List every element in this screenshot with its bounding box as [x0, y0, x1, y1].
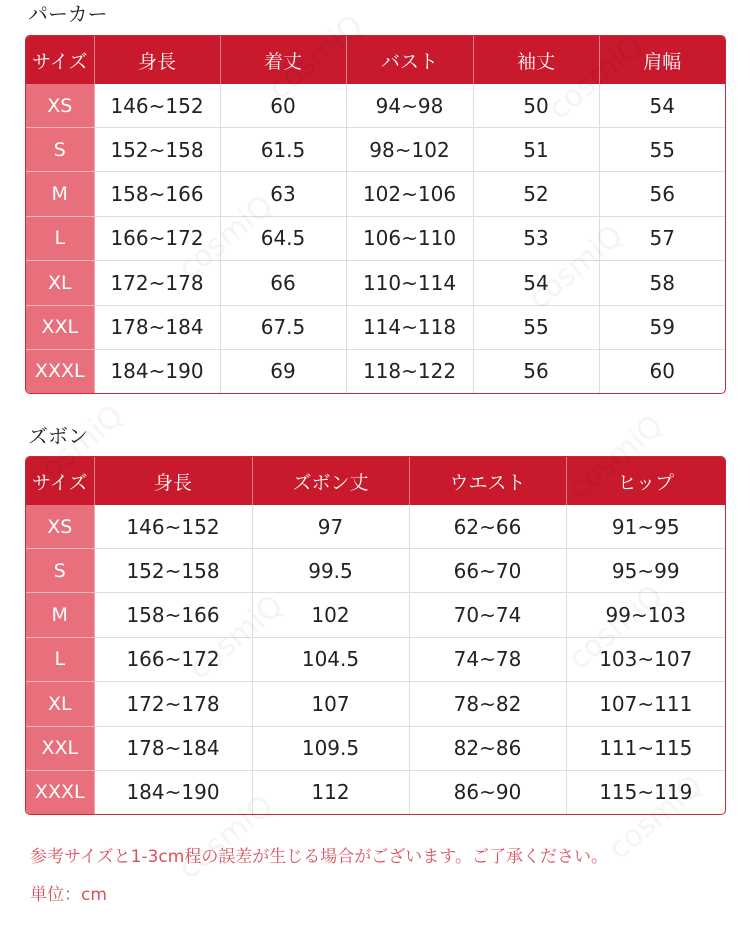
table-cell: 106~110 — [346, 216, 473, 260]
header-waist: ウエスト — [409, 457, 566, 505]
size-cell: XXL — [26, 305, 94, 349]
table-cell: 99~103 — [566, 593, 725, 637]
table-cell: 56 — [473, 349, 599, 393]
table-cell: 99.5 — [252, 549, 409, 593]
table-row — [26, 84, 725, 128]
table-cell: 60 — [220, 84, 346, 128]
table-cell: 146~152 — [94, 84, 220, 128]
table-cell: 59 — [599, 305, 725, 349]
header-sleeve: 袖丈 — [473, 36, 599, 84]
table-cell: 146~152 — [94, 505, 252, 549]
table-cell: 60 — [649, 359, 675, 384]
table-row — [26, 505, 725, 549]
table-row — [26, 682, 725, 726]
table-cell: 158~166 — [94, 172, 220, 216]
table-cell: 109.5 — [252, 726, 409, 770]
size-cell: XL — [26, 682, 94, 726]
table-cell: 50 — [473, 84, 599, 128]
size-cell: XL — [26, 261, 94, 305]
header-height: 身長 — [94, 457, 252, 505]
header-bust: バスト — [346, 36, 473, 84]
table-cell: 107~111 — [566, 682, 725, 726]
table-cell: 98~102 — [346, 128, 473, 172]
reference-note: 参考サイズと1-3cm程の誤差が生じる場合がございます。ご了承ください。 — [30, 847, 608, 867]
size-cell: XS — [26, 84, 94, 128]
table-cell: 178~184 — [94, 305, 220, 349]
size-cell: S — [26, 549, 94, 593]
table-cell: 53 — [473, 216, 599, 260]
table-row — [26, 261, 725, 305]
header-shoulder: 肩幅 — [599, 36, 725, 84]
table-cell: 103~107 — [566, 637, 725, 681]
table-cell: 112 — [252, 770, 409, 814]
table-cell: 184~190 — [94, 770, 252, 814]
table-cell: 102~106 — [346, 172, 473, 216]
table-cell: 178~184 — [94, 726, 252, 770]
table-cell: 152~158 — [94, 549, 252, 593]
pants-size-table — [25, 456, 726, 815]
header-pants-length: ズボン丈 — [252, 457, 409, 505]
table-header-row — [26, 36, 725, 84]
table-row — [26, 593, 725, 637]
table-row — [26, 305, 725, 349]
size-cell: XXL — [26, 726, 94, 770]
table-cell: 58 — [599, 261, 725, 305]
table-cell: 56 — [599, 172, 725, 216]
size-cell: XS — [26, 505, 94, 549]
table-cell: 158~166 — [94, 593, 252, 637]
table-cell: 63 — [220, 172, 346, 216]
table-cell: 69 — [220, 349, 346, 393]
table-cell: 67.5 — [220, 305, 346, 349]
table-cell: 66 — [220, 261, 346, 305]
table-cell: 107 — [252, 682, 409, 726]
table-cell: 166~172 — [94, 216, 220, 260]
table-cell: 114~118 — [346, 305, 473, 349]
table-cell: 54 — [473, 261, 599, 305]
table-cell: 51 — [473, 128, 599, 172]
table-cell: 94~98 — [346, 84, 473, 128]
table-cell: 104.5 — [252, 637, 409, 681]
table-row — [26, 349, 725, 393]
table-cell: 86~90 — [409, 770, 566, 814]
size-cell: XXXL — [26, 770, 94, 814]
table-row — [26, 549, 725, 593]
table-cell: 111~115 — [566, 726, 725, 770]
header-length: 着丈 — [220, 36, 346, 84]
header-size: サイズ — [26, 457, 94, 505]
table-cell: 102 — [252, 593, 409, 637]
table-cell: 55 — [473, 305, 599, 349]
parka-size-table — [25, 35, 726, 394]
table-cell: 91~95 — [566, 505, 725, 549]
table-cell: 97 — [252, 505, 409, 549]
table-cell: 74~78 — [409, 637, 566, 681]
table-cell: 61.5 — [220, 128, 346, 172]
table-cell: 52 — [473, 172, 599, 216]
size-cell: S — [26, 128, 94, 172]
table-cell: 66~70 — [409, 549, 566, 593]
table-cell: 184~190 — [94, 349, 220, 393]
table-row — [26, 128, 725, 172]
table-cell: 118~122 — [346, 349, 473, 393]
table-cell: 115~119 — [599, 780, 693, 805]
table-cell: 110~114 — [346, 261, 473, 305]
header-size: サイズ — [26, 36, 94, 84]
size-cell: L — [26, 216, 94, 260]
header-hip: ヒップ — [566, 457, 725, 505]
table-row — [26, 216, 725, 260]
size-cell: M — [26, 172, 94, 216]
table-cell: 55 — [599, 128, 725, 172]
table-cell: 64.5 — [220, 216, 346, 260]
parka-title: パーカー — [28, 2, 108, 26]
pants-title: ズボン — [28, 424, 88, 448]
table-row — [26, 172, 725, 216]
table-cell: 70~74 — [409, 593, 566, 637]
size-cell: L — [26, 637, 94, 681]
table-cell: 62~66 — [409, 505, 566, 549]
table-row — [26, 726, 725, 770]
table-row — [26, 770, 725, 814]
table-cell: 78~82 — [409, 682, 566, 726]
table-cell: 172~178 — [94, 261, 220, 305]
table-cell: 54 — [599, 84, 725, 128]
table-cell: 152~158 — [94, 128, 220, 172]
table-cell: 172~178 — [94, 682, 252, 726]
unit-note: 単位：cm — [30, 885, 107, 905]
table-cell: 95~99 — [566, 549, 725, 593]
table-cell: 166~172 — [94, 637, 252, 681]
table-cell: 57 — [599, 216, 725, 260]
table-row — [26, 637, 725, 681]
header-height: 身長 — [94, 36, 220, 84]
size-cell: XXXL — [26, 349, 94, 393]
table-header-row — [26, 457, 725, 505]
size-cell: M — [26, 593, 94, 637]
table-cell: 82~86 — [409, 726, 566, 770]
